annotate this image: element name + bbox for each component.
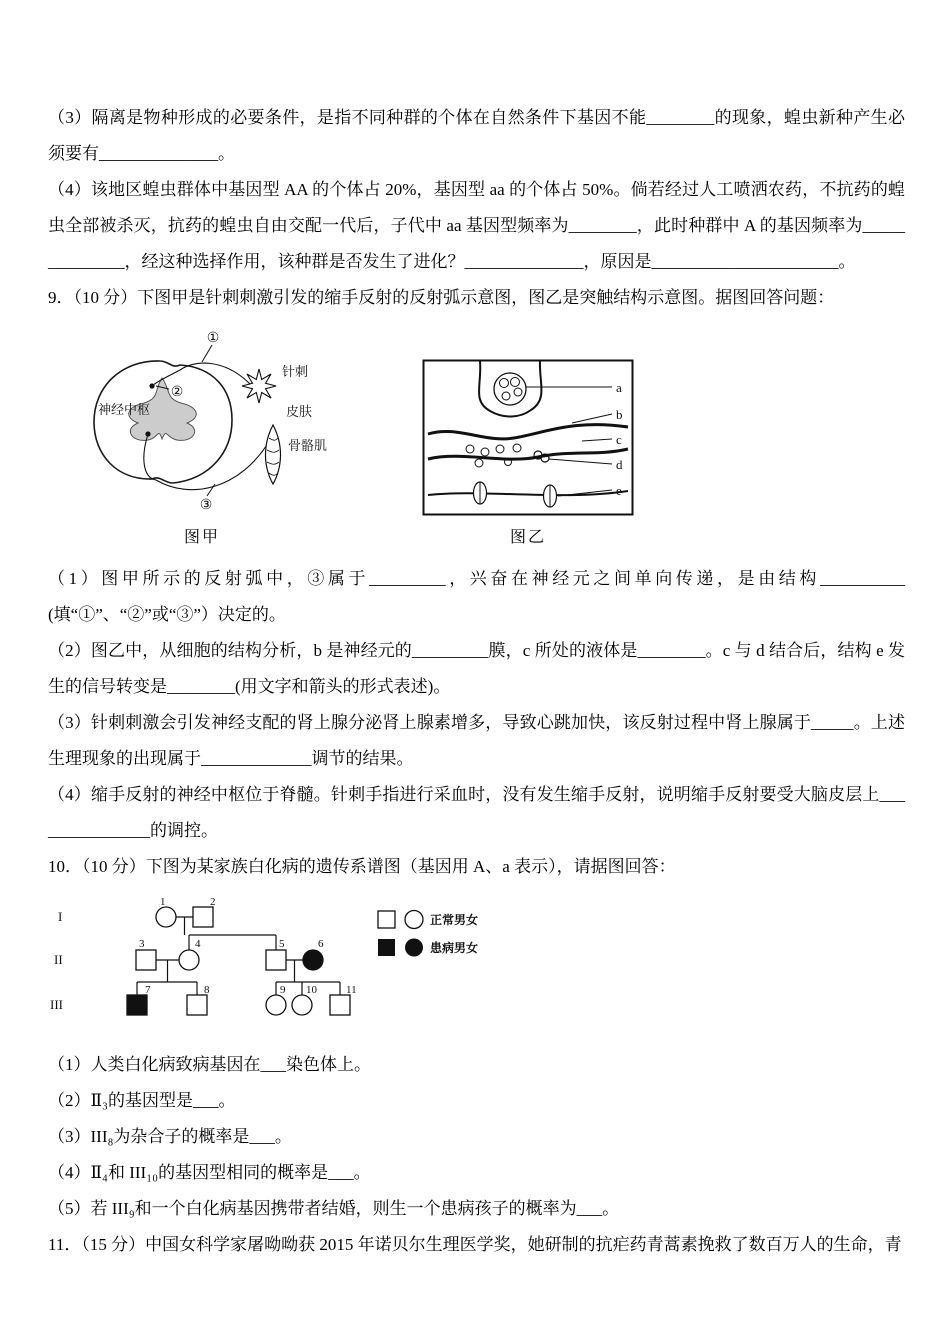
muscle-label: 骨骼肌 <box>288 438 328 453</box>
skin-prick-star <box>242 369 276 403</box>
pedigree-legend <box>378 911 478 957</box>
synapse-dot-upper <box>149 383 154 388</box>
svg-text:10: 10 <box>306 984 317 996</box>
individual-III-11 <box>330 995 350 1015</box>
question-9-sub4: （4）缩手反射的神经中枢位于脊髓。针刺手指进行采血时，没有发生缩手反射，说明缩手反射要受大脑皮层上_______________的调控。 <box>48 785 905 840</box>
circled-3-label: ③ <box>199 498 213 513</box>
pedigree-symbols <box>127 907 350 1015</box>
svg-text:1: 1 <box>160 897 166 908</box>
label-c: c <box>616 432 622 447</box>
question-10-stem: 10．（10 分）下图为某家族白化病的遗传系谱图（基因用 A、a 表示），请据图回答： <box>48 857 676 876</box>
question-10-sub4: （4）Ⅱ₄和 III₁₀的基因型相同的概率是___。 <box>48 1163 371 1182</box>
question-9-sub3: （3）针刺刺激会引发神经支配的肾上腺分泌肾上腺素增多，导致心跳加快，该反射过程中肾上腺属于_____。上述生理现象的出现属于_____________调节的结果。 <box>48 713 905 768</box>
figure-jia-caption: 图甲 <box>183 529 220 546</box>
legend-normal-square <box>378 911 395 928</box>
pedigree-chart <box>48 897 488 1032</box>
svg-text:2: 2 <box>210 897 216 908</box>
question-9-sub1: （1）图甲所示的反射弧中，③属于_________，兴奋在神经元之间单向传递，是由结构__________(填“①”、“②”或“③”）决定的。 <box>48 569 905 624</box>
figure-yi <box>422 359 634 547</box>
svg-text:3: 3 <box>139 938 145 950</box>
figure-jia <box>52 328 352 547</box>
svg-text:III: III <box>50 997 63 1012</box>
individual-III-7 <box>127 995 147 1015</box>
legend-affected-circle <box>405 939 423 957</box>
label-e: e <box>616 483 622 498</box>
label-d: d <box>616 457 623 472</box>
reflex-arc-diagram <box>52 328 352 516</box>
svg-text:9: 9 <box>280 984 286 996</box>
svg-text:11: 11 <box>346 984 357 996</box>
label-1-leader <box>202 345 212 362</box>
label-3-leader <box>207 484 215 496</box>
question-8-part4: （4）该地区蝗虫群体中基因型 AA 的个体占 20%，基因型 aa 的个体占 50%。倘若经过人工喷洒农药，不抗药的蝗虫全部被杀灭，抗药的蝗虫自由交配一代后，子代中 aa 基因型频率为________，此时种群中 A 的基因频率为______________，经这种选择作用，该种群是否发生了进化？______________，原因是______________________。 <box>48 180 905 271</box>
question-9-stem: 9．（10 分）下图甲是针刺刺激引发的缩手反射的反射弧示意图，图乙是突触结构示意图。据图回答问题： <box>48 288 835 307</box>
legend-normal-label: 正常男女 <box>430 913 479 927</box>
legend-affected-square <box>378 939 395 956</box>
individual-II-4 <box>179 950 199 970</box>
question-10-sub3: （3）III₈为杂合子的概率是___。 <box>48 1127 292 1146</box>
synapse-dot-lower <box>145 431 150 436</box>
pedigree-generation-labels <box>50 909 63 1012</box>
individual-III-9 <box>266 995 286 1015</box>
individual-I-2 <box>193 907 213 927</box>
individual-II-5 <box>266 950 286 970</box>
svg-text:7: 7 <box>145 984 151 996</box>
svg-text:5: 5 <box>279 938 285 950</box>
question-9-figures <box>52 328 905 547</box>
legend-normal-circle <box>405 911 423 929</box>
question-8-part3: （3）隔离是物种形成的必要条件，是指不同种群的个体在自然条件下基因不能________的现象，蝗虫新种产生必须要有______________。 <box>48 108 905 163</box>
label-a: a <box>616 380 622 395</box>
svg-text:I: I <box>58 909 63 924</box>
question-9-sub2: （2）图乙中，从细胞的结构分析，b 是神经元的_________膜，c 所处的液体是________。c 与 d 结合后，结构 e 发生的信号转变是________(用文字和箭头的形式表述)。 <box>48 641 905 696</box>
svg-text:4: 4 <box>195 938 201 950</box>
label-b: b <box>616 407 623 422</box>
question-10-sub2: （2）Ⅱ₃的基因型是___。 <box>48 1091 236 1110</box>
needle-label: 针刺 <box>282 364 309 379</box>
question-11-stem: 11．（15 分）中国女科学家屠呦呦获 2015 年诺贝尔生理医学奖，她研制的抗疟药青蒿素挽救了数百万人的生命，青 <box>48 1235 902 1254</box>
svg-text:II: II <box>54 952 63 967</box>
individual-I-1 <box>156 907 176 927</box>
svg-text:6: 6 <box>318 938 324 950</box>
individual-II-3 <box>136 950 156 970</box>
circled-1-label: ① <box>206 331 220 346</box>
individual-III-8 <box>187 995 207 1015</box>
svg-text:8: 8 <box>204 984 210 996</box>
nerve-center-label: 神经中枢 <box>98 402 151 417</box>
circled-2-label: ② <box>170 385 184 400</box>
individual-II-6 <box>303 950 323 970</box>
question-10-sub1: （1）人类白化病致病基因在___染色体上。 <box>48 1055 371 1074</box>
pedigree-figure <box>48 897 905 1037</box>
synapse-diagram <box>422 359 634 516</box>
legend-affected-label: 患病男女 <box>430 941 479 955</box>
individual-III-10 <box>292 995 312 1015</box>
skin-label: 皮肤 <box>286 404 313 419</box>
figure-yi-caption: 图乙 <box>509 529 546 546</box>
question-10-sub5: （5）若 III₉和一个白化病基因携带者结婚，则生一个患病孩子的概率为___。 <box>48 1199 620 1218</box>
